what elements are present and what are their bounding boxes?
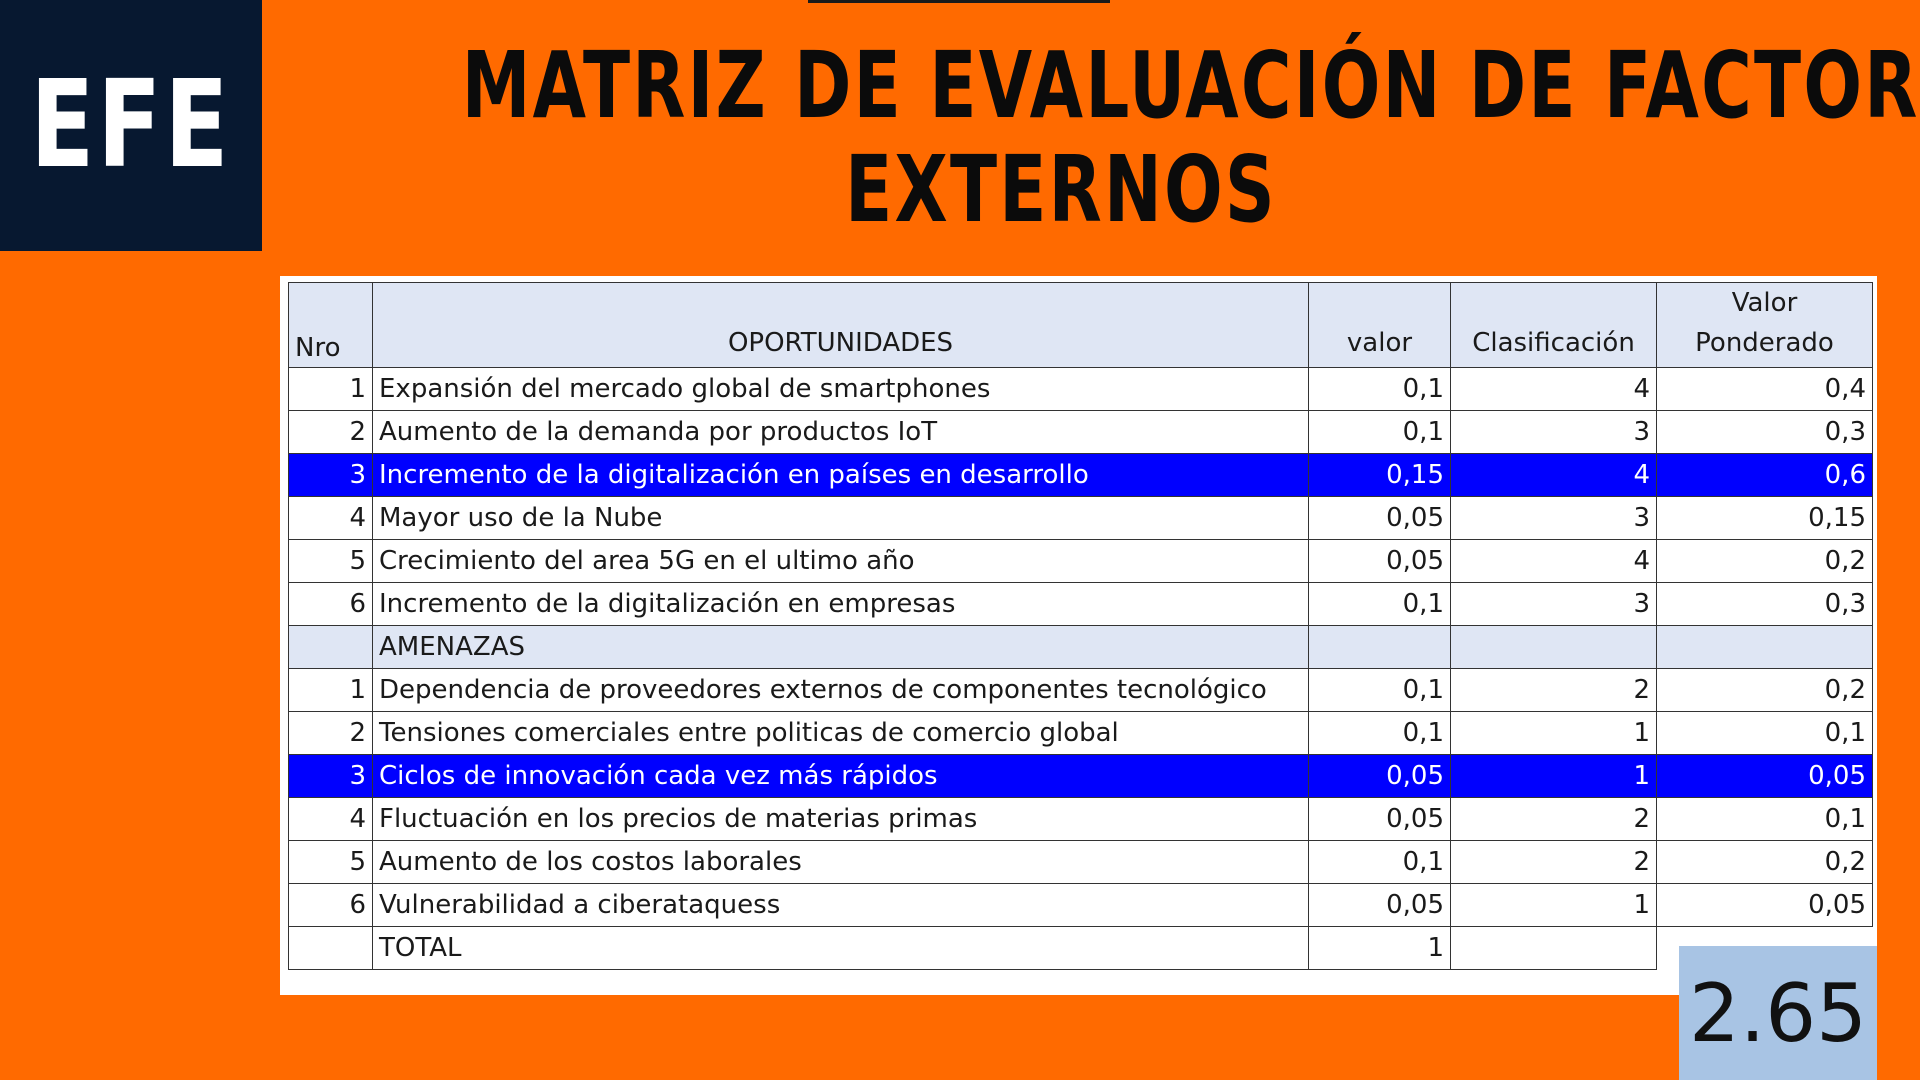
cell-clasificacion: 1 <box>1451 884 1657 927</box>
cell-clasificacion: 2 <box>1451 669 1657 712</box>
cell-ponderado: 0,6 <box>1657 454 1873 497</box>
header-nro: Nro <box>289 283 373 368</box>
table-row <box>289 669 1873 712</box>
cell-ponderado: 0,05 <box>1657 884 1873 927</box>
cell-valor: 0,05 <box>1309 540 1451 583</box>
header-valor: valor <box>1309 283 1451 368</box>
cell-desc: Fluctuación en los precios de materias primas <box>373 798 1309 841</box>
cell-desc: Vulnerabilidad a ciberataquess <box>373 884 1309 927</box>
total-score-box <box>1679 946 1877 1080</box>
cell-ponderado: 0,3 <box>1657 583 1873 626</box>
cell-nro: 5 <box>289 540 373 583</box>
cell-valor: 0,1 <box>1309 411 1451 454</box>
cell-empty <box>1451 626 1657 669</box>
cell-clasificacion: 2 <box>1451 841 1657 884</box>
total-score-value: 2.65 <box>1688 966 1868 1060</box>
cell-nro: 4 <box>289 497 373 540</box>
cell-clasificacion: 4 <box>1451 540 1657 583</box>
table-row <box>289 497 1873 540</box>
cell-clasificacion: 3 <box>1451 583 1657 626</box>
table-row <box>289 540 1873 583</box>
cell-valor: 0,15 <box>1309 454 1451 497</box>
cell-clasificacion: 1 <box>1451 712 1657 755</box>
cell-ponderado: 0,2 <box>1657 540 1873 583</box>
cell-desc: Crecimiento del area 5G en el ultimo año <box>373 540 1309 583</box>
section-row-amenazas <box>289 626 1873 669</box>
header-oportunidades: OPORTUNIDADES <box>373 283 1309 368</box>
header-ponderado-line-1: Valor <box>1731 288 1798 318</box>
total-label: TOTAL <box>373 927 1309 970</box>
total-valor: 1 <box>1309 927 1451 970</box>
cell-clasificacion: 4 <box>1451 454 1657 497</box>
cell-nro: 6 <box>289 884 373 927</box>
cell-nro: 6 <box>289 583 373 626</box>
table-row <box>289 368 1873 411</box>
table-row <box>289 798 1873 841</box>
table-row-highlighted <box>289 454 1873 497</box>
cell-ponderado: 0,2 <box>1657 841 1873 884</box>
cell-empty <box>1451 927 1657 970</box>
cell-desc: Expansión del mercado global de smartphones <box>373 368 1309 411</box>
table-row <box>289 884 1873 927</box>
cell-desc: Tensiones comerciales entre politicas de comercio global <box>373 712 1309 755</box>
cell-valor: 0,1 <box>1309 368 1451 411</box>
badge-text: EFE <box>30 56 232 195</box>
cell-empty <box>289 927 373 970</box>
header-clasificacion: Clasificación <box>1451 283 1657 368</box>
cell-desc: Incremento de la digitalización en países en desarrollo <box>373 454 1309 497</box>
header-valor-ponderado <box>1657 283 1873 368</box>
cell-clasificacion: 3 <box>1451 497 1657 540</box>
cell-desc: Mayor uso de la Nube <box>373 497 1309 540</box>
cell-desc: Dependencia de proveedores externos de componentes tecnológico <box>373 669 1309 712</box>
cell-nro: 1 <box>289 368 373 411</box>
title-line-1: MATRIZ DE EVALUACIÓN DE FACTOR <box>461 32 1920 139</box>
cell-ponderado: 0,05 <box>1657 755 1873 798</box>
cell-ponderado: 0,1 <box>1657 712 1873 755</box>
cell-valor: 0,1 <box>1309 669 1451 712</box>
cell-empty <box>1309 626 1451 669</box>
cell-valor: 0,1 <box>1309 583 1451 626</box>
table-row <box>289 411 1873 454</box>
title-line-2: EXTERNOS <box>845 136 1277 243</box>
cell-nro: 2 <box>289 712 373 755</box>
cell-ponderado: 0,1 <box>1657 798 1873 841</box>
cell-valor: 0,05 <box>1309 497 1451 540</box>
cell-desc: Ciclos de innovación cada vez más rápidos <box>373 755 1309 798</box>
cell-ponderado: 0,2 <box>1657 669 1873 712</box>
cell-desc: Incremento de la digitalización en empresas <box>373 583 1309 626</box>
table-row-highlighted <box>289 755 1873 798</box>
cell-ponderado: 0,4 <box>1657 368 1873 411</box>
cell-desc: Aumento de la demanda por productos IoT <box>373 411 1309 454</box>
table-row <box>289 841 1873 884</box>
cell-valor: 0,05 <box>1309 798 1451 841</box>
cell-clasificacion: 1 <box>1451 755 1657 798</box>
cell-clasificacion: 2 <box>1451 798 1657 841</box>
cell-valor: 0,1 <box>1309 712 1451 755</box>
cell-clasificacion: 4 <box>1451 368 1657 411</box>
section-label-amenazas: AMENAZAS <box>373 626 1309 669</box>
cell-ponderado: 0,3 <box>1657 411 1873 454</box>
table-header-row <box>289 283 1873 368</box>
cell-nro: 5 <box>289 841 373 884</box>
cell-nro: 4 <box>289 798 373 841</box>
cell-ponderado: 0,15 <box>1657 497 1873 540</box>
cell-nro: 3 <box>289 755 373 798</box>
cell-nro: 3 <box>289 454 373 497</box>
total-row <box>289 927 1873 970</box>
efe-matrix-table <box>288 282 1873 970</box>
cell-valor: 0,1 <box>1309 841 1451 884</box>
efe-badge <box>0 0 262 251</box>
cell-valor: 0,05 <box>1309 755 1451 798</box>
cell-desc: Aumento de los costos laborales <box>373 841 1309 884</box>
cell-valor: 0,05 <box>1309 884 1451 927</box>
cell-clasificacion: 3 <box>1451 411 1657 454</box>
table-row <box>289 583 1873 626</box>
table-row <box>289 712 1873 755</box>
cell-empty <box>289 626 373 669</box>
cell-nro: 1 <box>289 669 373 712</box>
efe-matrix-panel <box>280 276 1877 995</box>
cell-empty <box>1657 626 1873 669</box>
page-title <box>262 32 1920 243</box>
header-ponderado-line-2: Ponderado <box>1695 328 1834 358</box>
top-accent-bar <box>808 0 1110 3</box>
cell-nro: 2 <box>289 411 373 454</box>
